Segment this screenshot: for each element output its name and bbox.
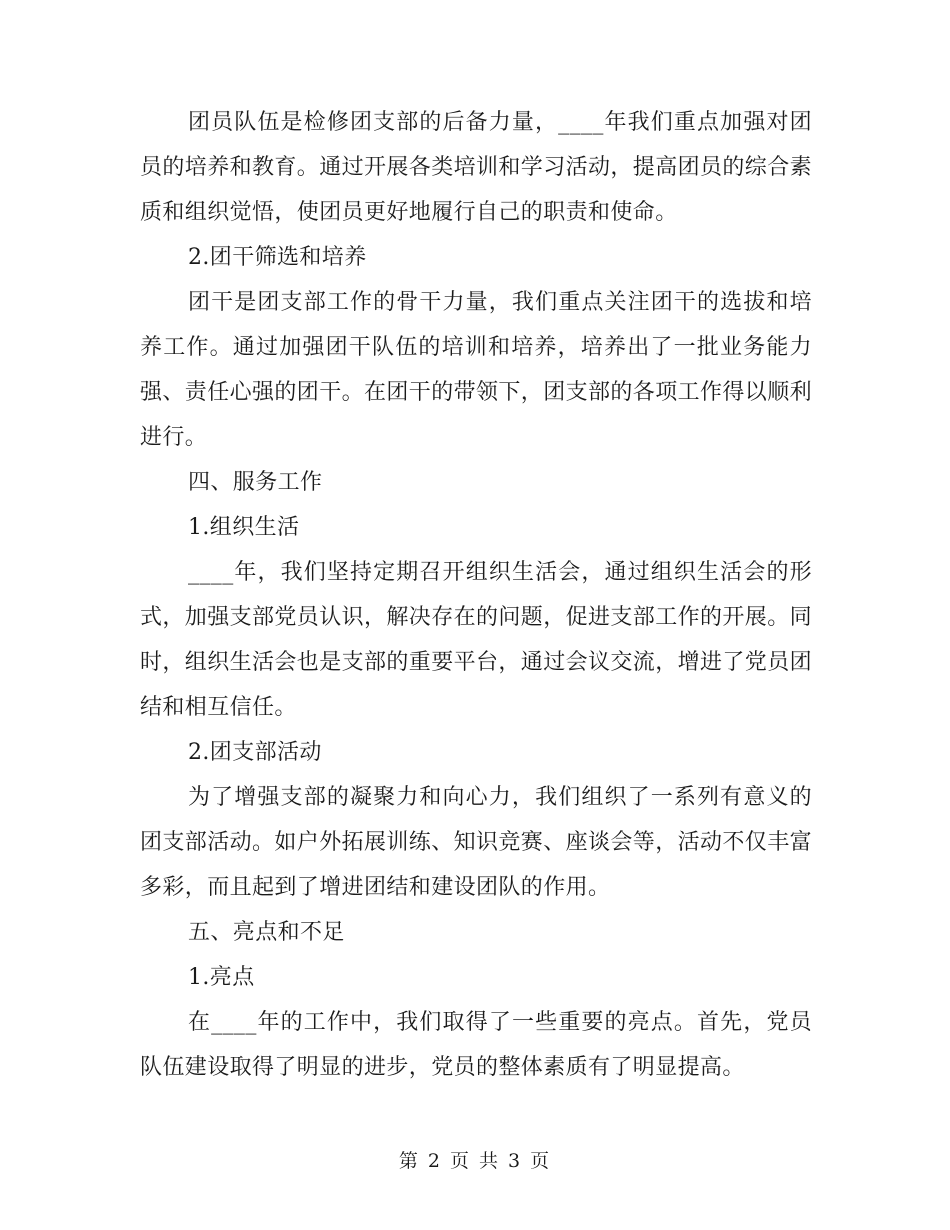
page-number-footer bbox=[0, 1146, 950, 1173]
heading-highlights: 1.亮点 bbox=[188, 965, 255, 990]
document-body bbox=[140, 100, 812, 1090]
heading-service-work: 四、服务工作 bbox=[188, 470, 323, 495]
paragraph-highlights: 在____年的工作中，我们取得了一些重要的亮点。首先，党员队伍建设取得了明显的进步，党员的整体素质有了明显提高。 bbox=[140, 1010, 812, 1080]
page-number-text: 第 2 页 共 3 页 bbox=[398, 1150, 552, 1172]
heading-branch-activities: 2.团支部活动 bbox=[188, 740, 322, 765]
paragraph-member-training: 团员队伍是检修团支部的后备力量，____年我们重点加强对团员的培养和教育。通过开展各类培训和学习活动，提高团员的综合素质和组织觉悟，使团员更好地履行自己的职责和使命。 bbox=[140, 110, 813, 225]
heading-cadre-selection: 2.团干筛选和培养 bbox=[188, 245, 367, 270]
heading-highlights-and-shortcomings: 五、亮点和不足 bbox=[188, 920, 345, 945]
heading-organization-life: 1.组织生活 bbox=[188, 515, 300, 540]
paragraph-organization-life: ____年，我们坚持定期召开组织生活会，通过组织生活会的形式，加强支部党员认识，解决存在的问题，促进支部工作的开展。同时，组织生活会也是支部的重要平台，通过会议交流，增进了党员团结和相互信任。 bbox=[140, 560, 813, 720]
paragraph-cadre-training: 团干是团支部工作的骨干力量，我们重点关注团干的选拔和培养工作。通过加强团干队伍的培训和培养，培养出了一批业务能力强、责任心强的团干。在团干的带领下，团支部的各项工作得以顺利进行。 bbox=[140, 290, 813, 450]
paragraph-branch-activities: 为了增强支部的凝聚力和向心力，我们组织了一系列有意义的团支部活动。如户外拓展训练、知识竞赛、座谈会等，活动不仅丰富多彩，而且起到了增进团结和建设团队的作用。 bbox=[140, 785, 813, 900]
